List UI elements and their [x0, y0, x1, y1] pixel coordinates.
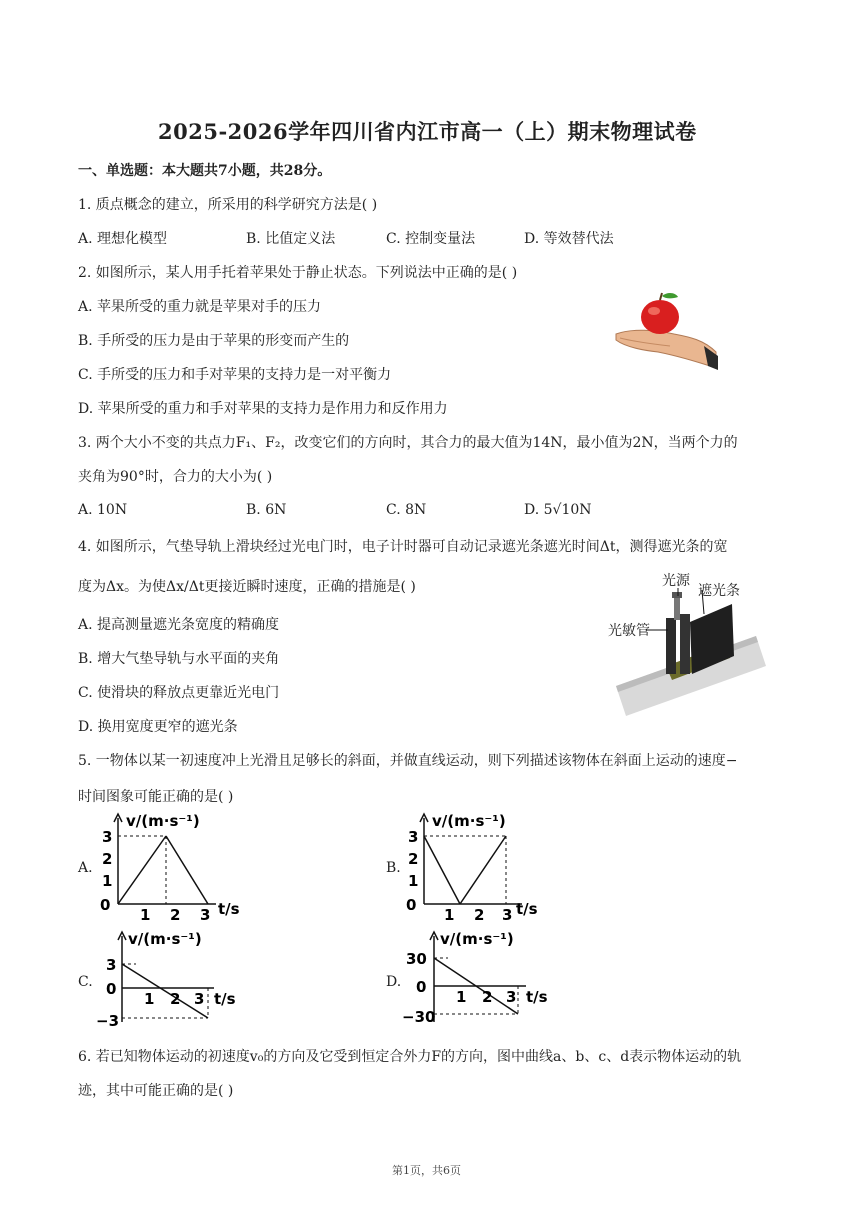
question-1-option-b[interactable]: B. 比值定义法 — [246, 231, 336, 247]
graph-b-ylabel: v/(m·s⁻¹) — [432, 812, 506, 830]
question-3-option-c[interactable]: C. 8N — [386, 502, 427, 518]
question-4-option-c[interactable]: C. 使滑块的释放点更靠近光电门 — [78, 685, 280, 701]
graph-d-xtick-2: 2 — [482, 988, 493, 1006]
question-3-option-d[interactable]: D. 5√10N — [524, 502, 592, 518]
section-heading: 一、单选题：本大题共7小题，共28分。 — [78, 163, 332, 179]
question-1-option-d[interactable]: D. 等效替代法 — [524, 231, 614, 247]
question-2-option-b[interactable]: B. 手所受的压力是由于苹果的形变而产生的 — [78, 333, 350, 349]
question-3-stem-line2: 夹角为90°时，合力的大小为( ) — [78, 469, 273, 485]
question-4-stem-line2: 度为Δx。为使Δx/Δt更接近瞬时速度，正确的措施是( ) — [78, 579, 416, 595]
graph-c-xtick-3: 3 — [194, 990, 205, 1008]
question-3-option-a[interactable]: A. 10N — [78, 502, 128, 518]
apple-hand-image — [612, 290, 724, 372]
graph-a-ylabel: v/(m·s⁻¹) — [126, 812, 200, 830]
graph-b-xtick-2: 2 — [474, 906, 485, 922]
graph-d[interactable] — [402, 930, 572, 1030]
graph-b-xtick-1: 1 — [444, 906, 455, 922]
page-number: 第1页，共6页 — [392, 1164, 461, 1177]
graph-a-xtick-3: 3 — [200, 906, 211, 922]
graph-c-ylabel: v/(m·s⁻¹) — [128, 930, 202, 948]
graph-a-xtick-2: 2 — [170, 906, 181, 922]
photogate-figure — [606, 566, 766, 716]
graph-c-ytick-3: 3 — [106, 956, 117, 974]
question-2-option-c[interactable]: C. 手所受的压力和手对苹果的支持力是一对平衡力 — [78, 367, 392, 383]
graph-d-origin: 0 — [416, 978, 427, 996]
graph-a-label[interactable]: A. — [78, 860, 93, 876]
graph-b-origin: 0 — [406, 896, 417, 914]
graph-b-xtick-3: 3 — [502, 906, 513, 922]
question-2-option-a[interactable]: A. 苹果所受的重力就是苹果对手的压力 — [78, 299, 322, 315]
graph-c-xtick-1: 1 — [144, 990, 155, 1008]
question-5-stem-line2: 时间图象可能正确的是( ) — [78, 789, 234, 805]
page-title: 2025-2026学年四川省内江市高一（上）期末物理试卷 — [158, 119, 697, 144]
graph-d-label[interactable]: D. — [386, 974, 402, 990]
graph-a[interactable] — [96, 812, 266, 922]
graph-a-ytick-3: 3 — [102, 828, 113, 846]
question-3-stem-line1: 3. 两个大小不变的共点力F₁、F₂，改变它们的方向时，其合力的最大值为14N，最小值为2N，当两个力的 — [78, 435, 738, 451]
graph-b-ytick-3: 3 — [408, 828, 419, 846]
question-6-stem-line2: 迹，其中可能正确的是( ) — [78, 1083, 234, 1099]
question-6-stem-line1: 6. 若已知物体运动的初速度v₀的方向及它受到恒定合外力F的方向，图中曲线a、b、c、d表示物体运动的轨 — [78, 1049, 742, 1065]
graph-a-xlabel: t/s — [218, 900, 240, 918]
question-5-stem-line1: 5. 一物体以某一初速度冲上光滑且足够长的斜面，并做直线运动，则下列描述该物体在斜面上运动的速度− — [78, 753, 738, 769]
graph-d-xtick-1: 1 — [456, 988, 467, 1006]
graph-c-origin: 0 — [106, 980, 117, 998]
question-4-stem-line1: 4. 如图所示，气垫导轨上滑块经过光电门时，电子计时器可自动记录遮光条遮光时间Δt，测得遮光条的宽 — [78, 539, 728, 555]
graph-a-ytick-1: 1 — [102, 872, 113, 890]
graph-a-origin: 0 — [100, 896, 111, 914]
question-2-option-d[interactable]: D. 苹果所受的重力和手对苹果的支持力是作用力和反作用力 — [78, 401, 448, 417]
question-4-option-a[interactable]: A. 提高测量遮光条宽度的精确度 — [78, 617, 280, 633]
graph-b-ytick-2: 2 — [408, 850, 419, 868]
graph-d-xtick-3: 3 — [506, 988, 517, 1006]
question-4-option-b[interactable]: B. 增大气垫导轨与水平面的夹角 — [78, 651, 280, 667]
question-2-stem: 2. 如图所示，某人用手托着苹果处于静止状态。下列说法中正确的是( ) — [78, 265, 518, 281]
graph-b-ytick-1: 1 — [408, 872, 419, 890]
graph-a-xtick-1: 1 — [140, 906, 151, 922]
shading-strip-label: 遮光条 — [698, 583, 740, 599]
graph-d-ytick-30: 30 — [406, 950, 427, 968]
graph-d-ylabel: v/(m·s⁻¹) — [440, 930, 514, 948]
graph-c-ytick-neg3: −3 — [96, 1012, 120, 1030]
graph-c-xlabel: t/s — [214, 990, 236, 1008]
light-source-label: 光源 — [662, 573, 690, 589]
graph-a-ytick-2: 2 — [102, 850, 113, 868]
graph-b-label[interactable]: B. — [386, 860, 401, 876]
graph-c[interactable] — [96, 930, 266, 1030]
question-4-option-d[interactable]: D. 换用宽度更窄的遮光条 — [78, 719, 238, 735]
graph-c-xtick-2: 2 — [170, 990, 181, 1008]
graph-d-ytick-neg30: −30 — [402, 1008, 436, 1026]
question-1-option-c[interactable]: C. 控制变量法 — [386, 231, 476, 247]
photosensor-label: 光敏管 — [608, 623, 650, 639]
question-3-option-b[interactable]: B. 6N — [246, 502, 287, 518]
question-1-stem: 1. 质点概念的建立，所采用的科学研究方法是( ) — [78, 197, 378, 213]
graph-b[interactable] — [402, 812, 572, 922]
question-1-option-a[interactable]: A. 理想化模型 — [78, 231, 168, 247]
graph-c-label[interactable]: C. — [78, 974, 93, 990]
graph-b-xlabel: t/s — [516, 900, 538, 918]
graph-d-xlabel: t/s — [526, 988, 548, 1006]
